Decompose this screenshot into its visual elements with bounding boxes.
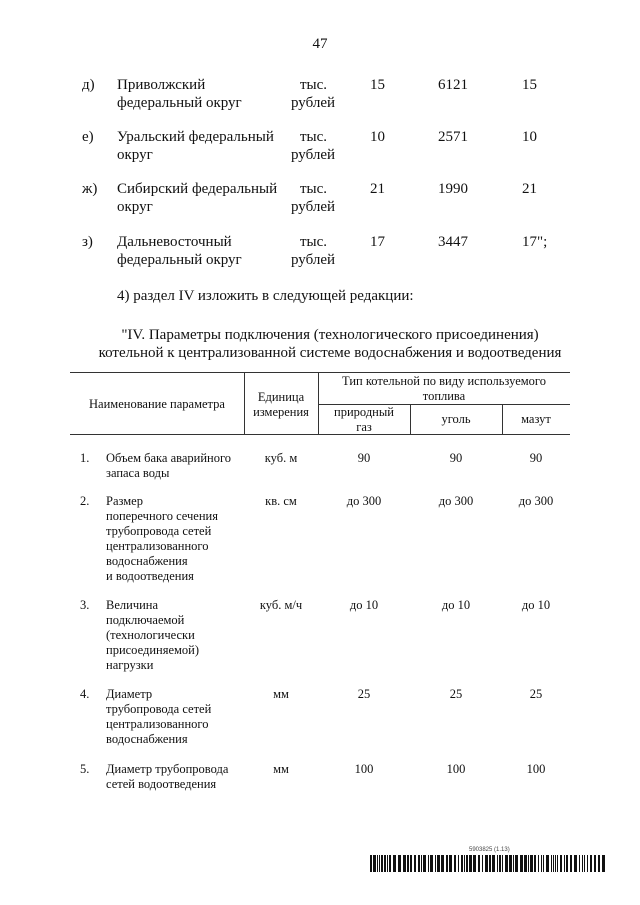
coal-value: 100: [446, 762, 466, 776]
barcode-bar: [502, 855, 503, 872]
region-unit-line1: тыс.: [300, 77, 328, 93]
barcode-bar: [520, 855, 523, 872]
barcode-bar: [513, 855, 514, 872]
region-unit-line1: тыс.: [300, 129, 328, 145]
parameter-name: Диаметр трубопровода: [106, 762, 229, 776]
gas-value: 100: [354, 762, 374, 776]
region-unit-line2: рублей: [291, 147, 336, 163]
barcode-bar: [377, 855, 378, 872]
parameter-name: Объем бака аварийного: [106, 451, 232, 465]
barcode-bar: [384, 855, 386, 872]
region-letter: д): [82, 77, 95, 93]
barcode-bar: [458, 855, 459, 872]
header-boiler-type-line1: Тип котельной по виду используемого: [342, 374, 546, 388]
barcode-bar: [379, 855, 380, 872]
parameter-name: и водоотведения: [106, 569, 194, 583]
parameter-name: Величина: [106, 598, 159, 612]
barcode-bar: [389, 855, 391, 872]
barcode-bar: [407, 855, 409, 872]
coal-value: до 10: [441, 598, 471, 612]
heading-line-2: котельной к централизованной системе водоснабжения и водоотведения: [98, 345, 562, 361]
barcode-bar: [441, 855, 444, 872]
barcode-bar: [381, 855, 383, 872]
barcode-bar: [478, 855, 480, 872]
barcode-bar: [553, 855, 554, 872]
parameter-name: централизованного: [106, 717, 209, 731]
barcode-bar: [574, 855, 577, 872]
barcode-bar: [579, 855, 580, 872]
parameter-name: централизованного: [106, 539, 209, 553]
barcode-bar: [398, 855, 401, 872]
fuel-oil-value: 100: [526, 762, 546, 776]
fuel-oil-value: до 10: [521, 598, 551, 612]
region-name-line2: федеральный округ: [117, 95, 242, 111]
header-gas-line1: природный: [334, 405, 394, 419]
barcode-bar: [492, 855, 495, 872]
barcode-bar: [541, 855, 542, 872]
barcode-bar: [598, 855, 600, 872]
barcode-bar: [509, 855, 512, 872]
row-number: 4.: [80, 687, 90, 701]
barcode-bar: [499, 855, 501, 872]
parameter-name: Диаметр: [106, 687, 153, 701]
region-name-line2: округ: [117, 199, 153, 215]
row-number: 3.: [80, 598, 90, 612]
barcode-bar: [570, 855, 572, 872]
region-value-2: 6121: [438, 77, 468, 93]
barcode-bar: [414, 855, 416, 872]
region-letter: е): [82, 129, 94, 145]
region-name-line1: Дальневосточный: [117, 234, 232, 250]
barcode-bar: [560, 855, 562, 872]
barcode-number: 5903825 (1.13): [469, 847, 510, 853]
barcode-bar: [551, 855, 552, 872]
fuel-oil-value: 25: [529, 687, 543, 701]
region-unit-line2: рублей: [291, 199, 336, 215]
unit-value: куб. м: [264, 451, 298, 465]
barcode-bar: [430, 855, 433, 872]
page-number: 47: [312, 36, 328, 52]
barcode-bar: [461, 855, 463, 872]
barcode-bar: [555, 855, 556, 872]
barcode-bar: [469, 855, 472, 872]
barcode-bar: [528, 855, 529, 872]
barcode-bar: [387, 855, 388, 872]
region-letter: ж): [82, 181, 98, 197]
barcode-bar: [594, 855, 596, 872]
header-unit-line2: измерения: [253, 405, 309, 419]
barcode-bar: [538, 855, 539, 872]
region-value-2: 1990: [438, 181, 468, 197]
region-name-line1: Уральский федеральный: [117, 129, 274, 145]
header-boiler-type-line2: топлива: [422, 389, 466, 403]
barcode-bar: [497, 855, 498, 872]
row-number: 5.: [80, 762, 90, 776]
header-parameter-name: Наименование параметра: [89, 397, 225, 411]
region-value-3: 15: [522, 77, 537, 93]
barcode: [370, 855, 605, 872]
parameter-name: (технологически: [106, 628, 195, 642]
header-unit-line1: Единица: [257, 390, 305, 404]
region-value-2: 2571: [438, 129, 468, 145]
barcode-bar: [602, 855, 605, 872]
barcode-bar: [489, 855, 491, 872]
parameter-name: запаса воды: [106, 466, 170, 480]
barcode-bar: [403, 855, 406, 872]
barcode-bar: [428, 855, 429, 872]
barcode-bar: [582, 855, 583, 872]
unit-value: кв. см: [265, 494, 297, 508]
barcode-bar: [524, 855, 527, 872]
heading-line-1: "IV. Параметры подключения (технологического присоединения): [121, 327, 539, 343]
paragraph-text: 4) раздел IV изложить в следующей редакции:: [117, 288, 414, 304]
fuel-oil-value: 90: [529, 451, 543, 465]
region-value-3: 21: [522, 181, 537, 197]
region-value-2: 3447: [438, 234, 468, 250]
parameter-name: трубопровода сетей: [106, 524, 212, 538]
header-fuel-oil: мазут: [521, 412, 551, 426]
barcode-bar: [566, 855, 568, 872]
parameter-name: водоснабжения: [106, 732, 188, 746]
barcode-bar: [546, 855, 549, 872]
header-coal: уголь: [441, 412, 471, 426]
barcode-bar: [584, 855, 585, 872]
region-value-3: 17";: [522, 234, 548, 250]
barcode-bar: [393, 855, 396, 872]
parameter-name: трубопровода сетей: [106, 702, 212, 716]
coal-value: 90: [449, 451, 463, 465]
parameter-name: сетей водоотведения: [106, 777, 217, 791]
barcode-bar: [530, 855, 533, 872]
barcode-bar: [534, 855, 536, 872]
parameter-name: подключаемой: [106, 613, 185, 627]
parameter-name: Размер: [106, 494, 143, 508]
region-letter: з): [82, 234, 93, 250]
header-gas-line2: газ: [356, 420, 372, 434]
region-unit-line2: рублей: [291, 95, 336, 111]
barcode-bar: [370, 855, 372, 872]
barcode-bar: [587, 855, 588, 872]
unit-value: куб. м/ч: [259, 598, 303, 612]
gas-value: 25: [357, 687, 371, 701]
table-top-border: [70, 372, 570, 373]
barcode-bar: [466, 855, 468, 872]
barcode-bar: [421, 855, 422, 872]
parameter-name: водоснабжения: [106, 554, 188, 568]
coal-value: 25: [449, 687, 463, 701]
gas-value: 90: [357, 451, 371, 465]
parameter-name: поперечного сечения: [106, 509, 218, 523]
barcode-bar: [435, 855, 436, 872]
parameter-name: нагрузки: [106, 658, 154, 672]
row-number: 1.: [80, 451, 90, 465]
fuel-oil-value: до 300: [518, 494, 554, 508]
barcode-bar: [454, 855, 456, 872]
barcode-bar: [485, 855, 488, 872]
region-name-line2: округ: [117, 147, 153, 163]
barcode-bar: [418, 855, 420, 872]
region-name-line1: Сибирский федеральный: [117, 181, 278, 197]
region-value-3: 10: [522, 129, 537, 145]
barcode-bar: [373, 855, 376, 872]
gas-value: до 300: [346, 494, 382, 508]
barcode-bar: [590, 855, 592, 872]
barcode-bar: [423, 855, 426, 872]
barcode-bar: [505, 855, 508, 872]
unit-value: мм: [273, 687, 289, 701]
region-unit-line2: рублей: [291, 252, 336, 268]
barcode-bar: [437, 855, 440, 872]
region-name-line2: федеральный округ: [117, 252, 242, 268]
row-number: 2.: [80, 494, 90, 508]
barcode-bar: [473, 855, 476, 872]
barcode-bar: [543, 855, 544, 872]
section-heading: [60, 326, 600, 362]
region-value-1: 10: [370, 129, 385, 145]
region-name-line1: Приволжский: [117, 77, 206, 93]
barcode-bar: [557, 855, 558, 872]
unit-value: мм: [273, 762, 289, 776]
gas-value: до 10: [349, 598, 379, 612]
region-unit-line1: тыс.: [300, 234, 328, 250]
barcode-bar: [482, 855, 483, 872]
barcode-bar: [515, 855, 518, 872]
region-value-1: 17: [370, 234, 385, 250]
region-unit-line1: тыс.: [300, 181, 328, 197]
barcode-bar: [564, 855, 565, 872]
region-value-1: 21: [370, 181, 385, 197]
region-value-1: 15: [370, 77, 385, 93]
coal-value: до 300: [438, 494, 474, 508]
barcode-bar: [446, 855, 448, 872]
barcode-bar: [410, 855, 412, 872]
parameter-name: присоединяемой): [106, 643, 200, 657]
barcode-bar: [464, 855, 465, 872]
barcode-bar: [449, 855, 452, 872]
